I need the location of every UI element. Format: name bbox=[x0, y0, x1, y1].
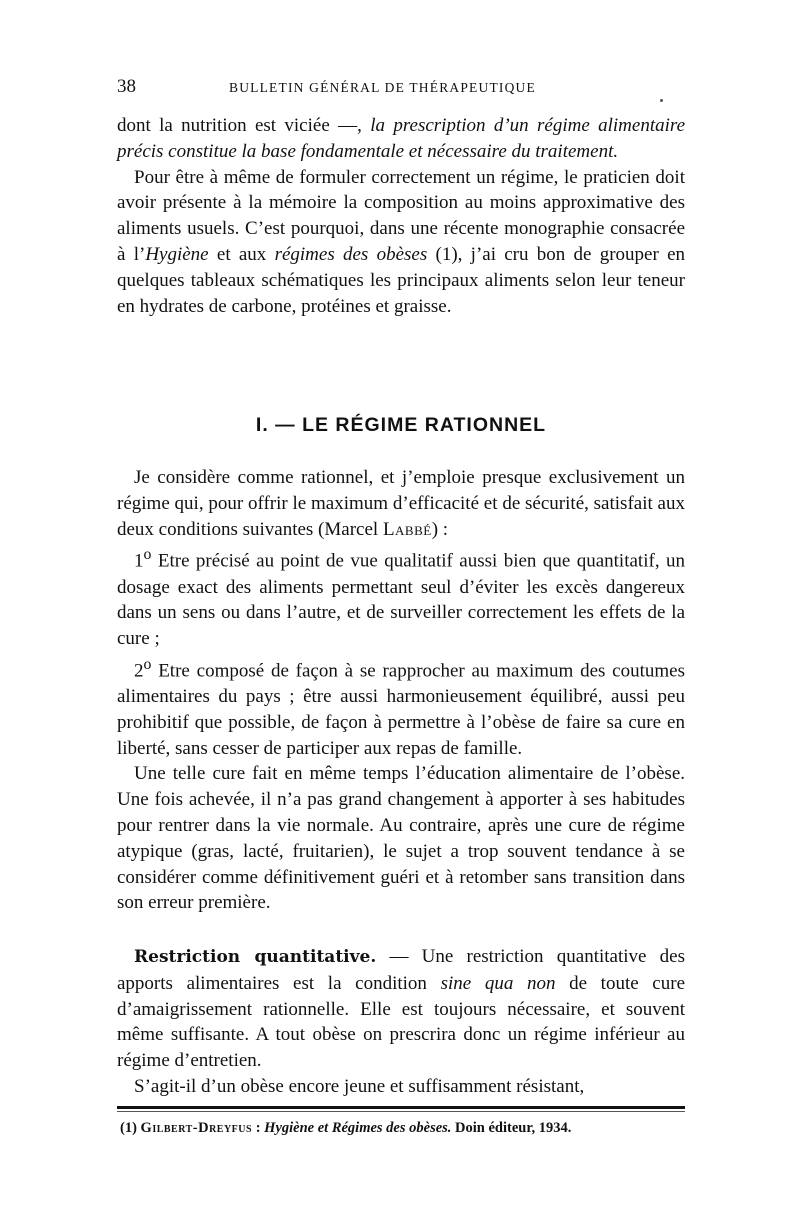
run-in-heading: Restriction quantitative. bbox=[134, 947, 377, 967]
condition-1: 1$^o$ Etre précisé au point de vue qualitatif aussi bien que quantitatif, un dosage exact des aliments permettant seul d’éviter les excès dangereux dans un sens ou dans l’autre, et de surveiller correctement les effets de la cure ; bbox=[117, 546, 685, 650]
footnote: (1) Gilbert-Dreyfus : Hygiène et Régimes des obèses. Doin éditeur, 1934. bbox=[120, 1120, 572, 1136]
rational-paragraph-4: Une telle cure fait en même temps l’éducation alimentaire de l’obèse. Une fois achevée, il n’a pas grand changement à apporter à ses habitudes pour rentrer dans la vie normale. Au contraire, après une cure de régime atypique (gras, lacté, fruitarien), le sujet a trop souvent tendance à se considérer comme définitivement guéri et à retomber sans transition dans son erreur première. bbox=[117, 763, 685, 914]
footnote-author: Gilbert-Dreyfus bbox=[140, 1120, 253, 1136]
footnote-rule bbox=[117, 1106, 685, 1109]
journal-title: BULLETIN GÉNÉRAL DE THÉRAPEUTIQUE bbox=[229, 80, 536, 95]
print-speck bbox=[660, 99, 663, 102]
intro-text bbox=[117, 113, 685, 319]
rational-text bbox=[117, 465, 685, 916]
restriction-text bbox=[117, 944, 685, 1100]
page-number: 38 bbox=[117, 76, 136, 97]
restriction-paragraph-1: Restriction quantitative. — Une restriction quantitative des apports alimentaires est la condition sine qua non de toute cure d’amaigrissement rationnelle. Elle est toujours nécessaire, et souvent même suffisante. A tout obèse on prescrira donc un régime inférieur au régime d’entretien. bbox=[117, 946, 686, 1072]
restriction-paragraph-2: S’agit-il d’un obèse encore jeune et suffisamment résistant, bbox=[134, 1075, 585, 1097]
footnote-rule-thin bbox=[117, 1111, 685, 1112]
intro-paragraph-2: Pour être à même de formuler correctement un régime, le praticien doit avoir présente à la mémoire la composition au moins approximative des aliments usuels. C’est pourquoi, dans une récente monographie consacrée à l’Hygiène et aux régimes des obèses (1), j’ai cru bon de grouper en quelques tableaux schématiques les principaux aliments selon leur teneur en hydrates de carbone, protéines et graisse. bbox=[117, 166, 686, 317]
intro-paragraph-1: dont la nutrition est viciée —, la prescription d’un régime alimentaire précis constitue la base fondamentale et nécessaire du traitement. bbox=[117, 115, 686, 162]
condition-2: 2$^o$ Etre composé de façon à se rapprocher au maximum des coutumes alimentaires du pays ; être aussi harmonieusement équilibré, aussi peu prohibitif que possible, de façon à permettre à l’obèse de faire sa cure en liberté, sans cesser de participer aux repas de famille. bbox=[117, 655, 685, 759]
section-heading: I. — LE RÉGIME RATIONNEL bbox=[255, 414, 547, 436]
running-head bbox=[117, 76, 685, 106]
author-name: Labbé bbox=[382, 518, 432, 540]
footnote-book-title: Hygiène et Régimes des obèses. bbox=[264, 1120, 452, 1136]
rational-paragraph-1: Je considère comme rationnel, et j’emploie presque exclusivement un régime qui, pour offrir le maximum d’efficacité et de sécurité, satisfait aux deux conditions suivantes (Marcel Labbé) : bbox=[117, 467, 685, 540]
